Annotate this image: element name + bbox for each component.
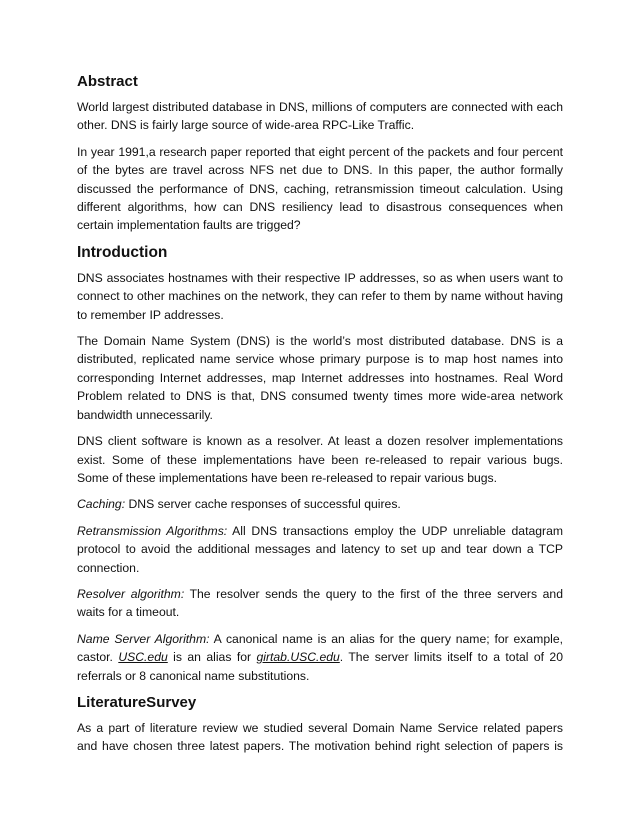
literature-survey-heading: LiteratureSurvey xyxy=(77,693,197,711)
name-server-text-1: A canonical name is an alias for the query name; for example, castor. xyxy=(77,631,563,665)
name-server-text-2: is an alias for xyxy=(167,650,257,665)
resolver-text: The resolver sends the query to the first of the three servers and waits for a timeout. xyxy=(77,586,563,620)
caching-term: Caching: xyxy=(77,497,126,512)
retransmission-paragraph xyxy=(77,522,563,577)
introduction-heading: Introduction xyxy=(77,243,168,261)
abstract-paragraph-1: World largest distributed database in DNS, millions of computers are connected with each other. DNS is fairly large source of wide-area RPC-Like Traffic. xyxy=(77,100,563,133)
document-page xyxy=(77,72,563,756)
introduction-paragraph-2: The Domain Name System (DNS) is the world’s most distributed database. DNS is a distributed, replicated name service whose primary purpose is to map host names into corresponding Internet addresses, map Internet addresses into hostnames. Real Word Problem related to DNS is that, DNS consumed twenty times more wide-area network bandwidth unnecessarily. xyxy=(77,334,563,422)
girtab-usc-edu-link[interactable]: girtab.USC.edu xyxy=(256,650,340,665)
caching-text: DNS server cache responses of successful quires. xyxy=(125,497,401,512)
abstract-paragraph-2: In year 1991,a research paper reported that eight percent of the packets and four percent of the bytes are travel across NFS net due to DNS. In this paper, the author formally discussed the performance of DNS, caching, retransmission timeout calculation. Using different algorithms, how can DNS resiliency lead to disastrous consequences when certain implementation faults are trigged? xyxy=(77,144,563,233)
name-server-term: Name Server Algorithm: xyxy=(77,631,210,646)
abstract-heading: Abstract xyxy=(77,73,138,90)
literature-paragraph-1: As a part of literature review we studied several Domain Name Service related papers and have chosen three latest papers. The motivation behind right selection of papers is xyxy=(77,720,563,754)
resolver-paragraph xyxy=(77,585,563,622)
caching-paragraph xyxy=(77,495,563,513)
usc-edu-link[interactable]: USC.edu xyxy=(118,650,168,665)
retransmission-term: Retransmission Algorithms: xyxy=(77,523,228,538)
introduction-paragraph-3: DNS client software is known as a resolver. At least a dozen resolver implementations exist. Some of these implementations have been re-released to repair various bugs. Some of these implementations have been re-released to repair various bugs. xyxy=(77,434,563,485)
name-server-text-3: . The server limits itself to a total of 20 referrals or 8 canonical name substitutions. xyxy=(77,650,563,683)
resolver-term: Resolver algorithm: xyxy=(77,586,185,601)
name-server-paragraph xyxy=(77,630,563,685)
introduction-paragraph-1: DNS associates hostnames with their respective IP addresses, so as when users want to connect to other machines on the network, they can refer to them by name without having to remember IP addresses. xyxy=(77,270,563,322)
retransmission-text: All DNS transactions employ the UDP unreliable datagram protocol to avoid the additional messages and latency to set up and tear down a TCP connection. xyxy=(77,523,564,575)
